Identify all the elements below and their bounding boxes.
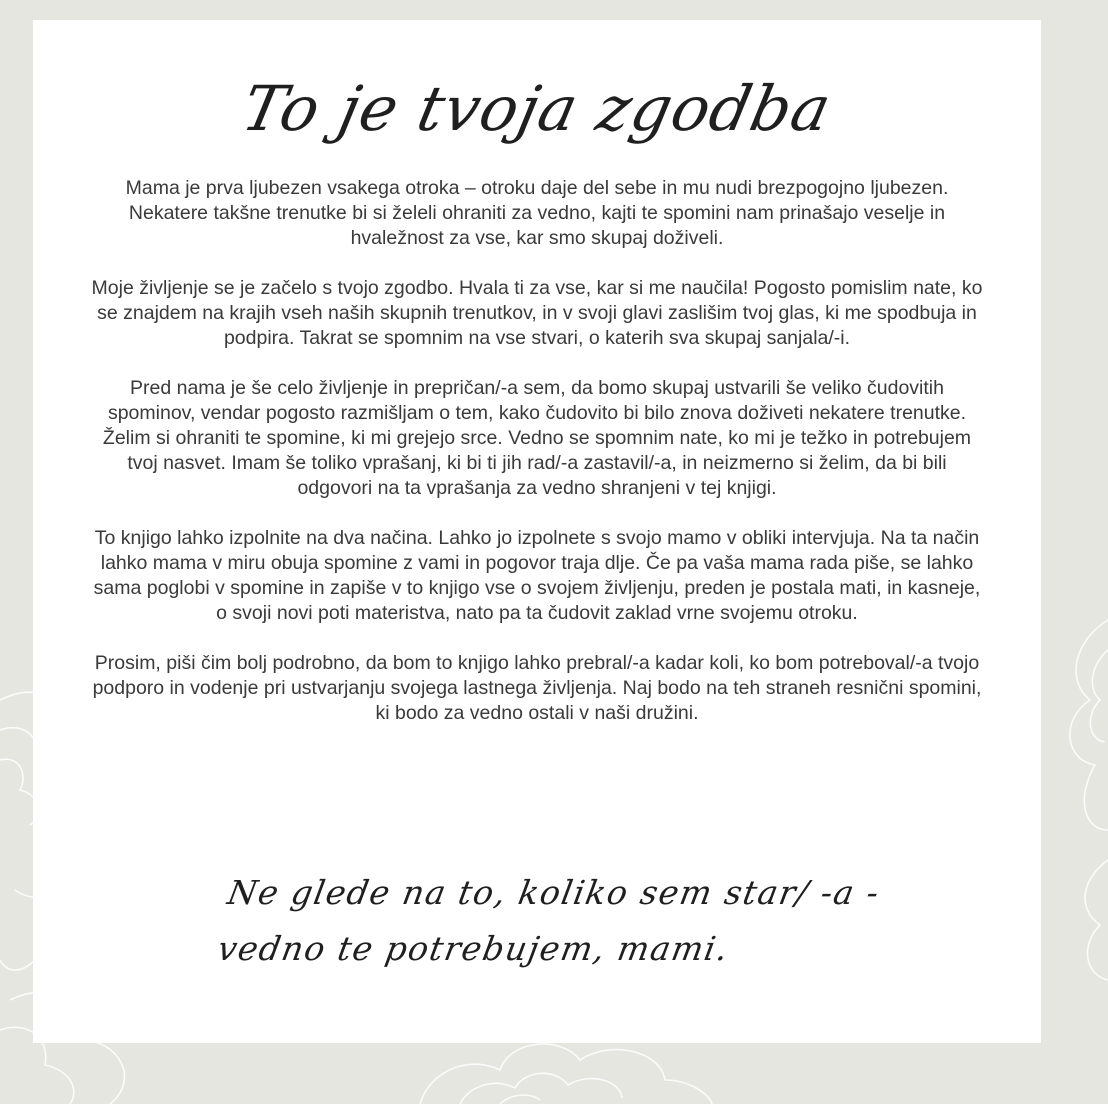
page-card [33, 20, 1041, 1043]
paragraph: Moje življenje se je začelo s tvojo zgodbo. Hvala ti za vse, kar si me naučila! Pogosto pomislim nate, ko se znajdem na krajih vseh naših skupnih trenutkov, in v svoji glavi zaslišim tvoj glas, ki me spodbuja in podpira. Takrat se spomnim na vse stvari, o katerih sva skupaj sanjala/-i. [91, 277, 983, 349]
paragraph: Prosim, piši čim bolj podrobno, da bom to knjigo lahko prebral/-a kadar koli, ko bom potreboval/-a tvojo podporo in vodenje pri ustvarjanju svojega lastnega življenja. Naj bodo na teh straneh resnični spomini, ki bodo za vedno ostali v naši družini. [92, 652, 982, 724]
closing-quote [213, 865, 953, 977]
intro-text [89, 176, 985, 751]
paragraph: Pred nama je še celo življenje in prepričan/-a sem, da bomo skupaj ustvarili še veliko čudovitih spominov, vendar pogosto razmišljam o tem, kako čudovito bi bilo znova doživeti nekatere trenutke. Želim si ohraniti te spomine, ki mi grejejo srce. Vedno se spomnim nate, ko mi je težko in potrebujem tvoj nasvet. Imam še toliko vprašanj, ki bi ti jih rad/-a zastavil/-a, in neizmerno si želim, da bi bili odgovori na ta vprašanja za vedno shranjeni v tej knjigi. [102, 377, 972, 499]
closing-line-2: vedno te potrebujem, mami. [214, 929, 733, 968]
paragraph: Mama je prva ljubezen vsakega otroka – otroku daje del sebe in mu nudi brezpogojno ljubezen. Nekatere takšne trenutke bi si želeli ohraniti za vedno, kajti te spomini nam prinašajo veselje in hvaležnost za vse, kar smo skupaj doživeli. [125, 177, 949, 249]
paragraph: To knjigo lahko izpolnite na dva načina. Lahko jo izpolnete s svojo mamo v obliki intervjuja. Na ta način lahko mama v miru obuja spomine z vami in pogovor traja dlje. Če pa vaša mama rada piše, se lahko sama poglobi v spomine in zapiše v to knjigo vse o svojem življenju, preden je postala mati, in kasneje, o svoji novi poti materistva, nato pa ta čudovit zaklad vrne svojemu otroku. [93, 527, 981, 624]
page-title: To je tvoja zgodba [236, 72, 838, 145]
closing-line-1: Ne glede na to, koliko sem star/ -a - [224, 873, 884, 912]
